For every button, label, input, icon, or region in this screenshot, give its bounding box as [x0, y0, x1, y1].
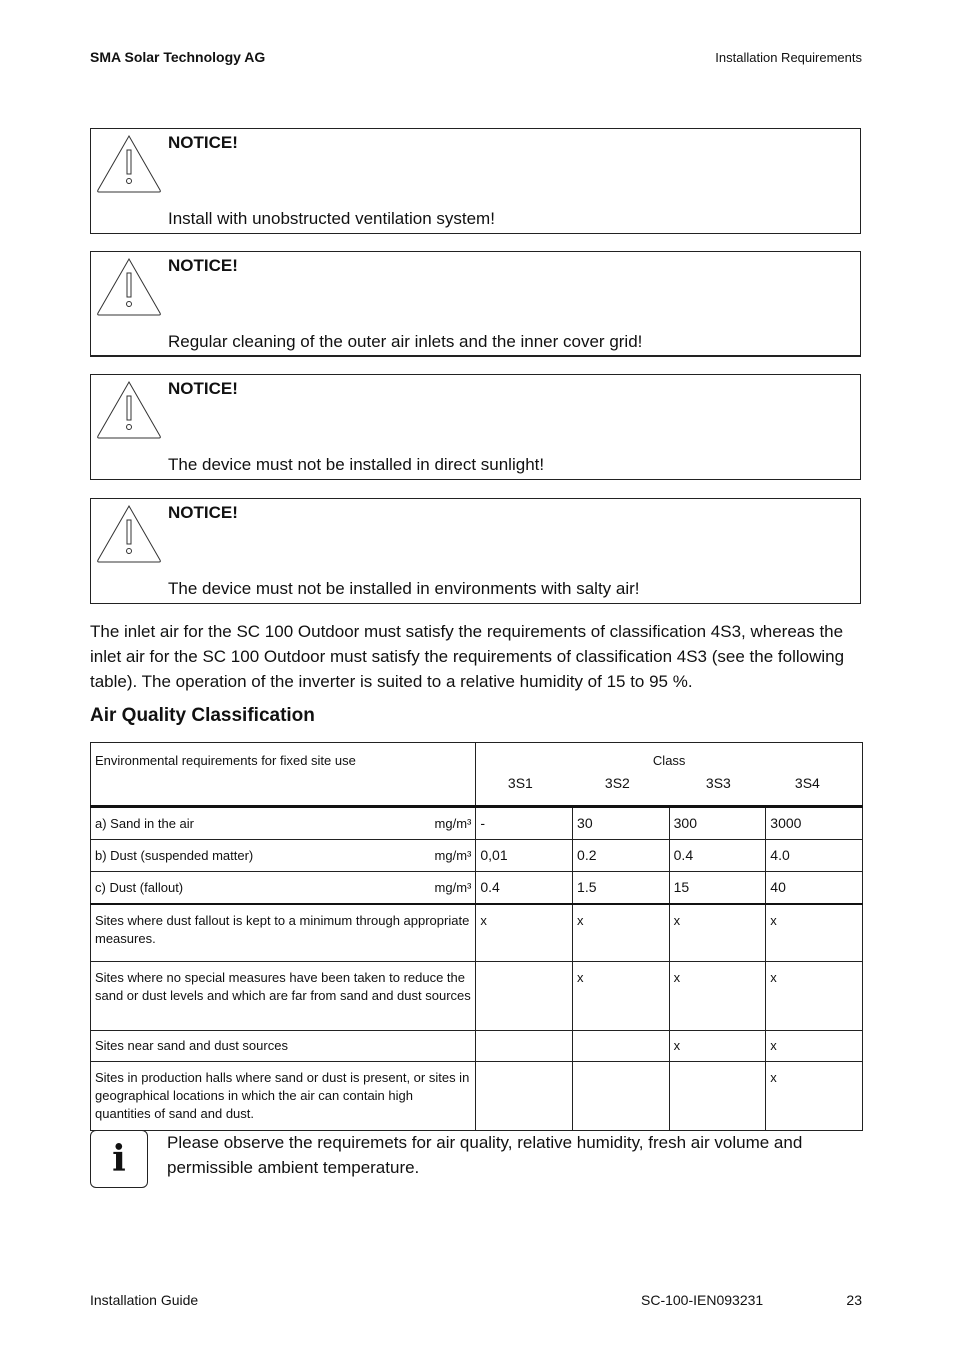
measure-name: a) Sand in the air [95, 816, 195, 831]
notice-message: The device must not be installed in environments with salty air! [168, 579, 640, 598]
footer-doc-id: SC-100-IEN093231 [641, 1292, 764, 1308]
notice-box-salty-air [90, 498, 861, 604]
warning-triangle-icon [96, 504, 162, 564]
page-number: 23 [846, 1292, 862, 1308]
class-3s4: 3S4 [794, 775, 820, 791]
table-cell [573, 1031, 670, 1062]
measure-label [91, 807, 476, 840]
table-cell: x [573, 962, 670, 1031]
section-title: Air Quality Classification [90, 705, 315, 726]
table-row [91, 904, 863, 962]
table-cell: 15 [669, 872, 766, 905]
table-cell: x [766, 962, 863, 1031]
table-cell: 4.0 [766, 840, 863, 872]
table-cell: 3000 [766, 807, 863, 840]
class-header-cell [476, 743, 863, 807]
measure-name: c) Dust (fallout) [95, 880, 184, 895]
header-section: Installation Requirements [715, 50, 862, 65]
air-quality-table [90, 742, 863, 1131]
table-cell: 0,01 [476, 840, 573, 872]
table-row [91, 1062, 863, 1131]
table-cell [573, 1062, 670, 1131]
table-cell [476, 1031, 573, 1062]
class-3s1: 3S1 [507, 775, 533, 791]
site-label: Sites where no special measures have been taken to reduce the sand or dust levels and which are far from sand and dust sources [91, 962, 476, 1031]
warning-triangle-icon [96, 134, 162, 194]
table-cell: x [476, 904, 573, 962]
notice-title: NOTICE! [168, 379, 238, 398]
measure-name: b) Dust (suspended matter) [95, 848, 254, 863]
notice-box-sunlight [90, 374, 861, 480]
site-label: Sites near sand and dust sources [91, 1031, 476, 1062]
table-cell [669, 1062, 766, 1131]
class-label: Class [652, 753, 686, 768]
header-company: SMA Solar Technology AG [90, 49, 266, 65]
table-cell: 30 [573, 807, 670, 840]
info-icon [90, 1130, 148, 1188]
table-cell: - [476, 807, 573, 840]
notice-message: Regular cleaning of the outer air inlets and the inner cover grid! [168, 332, 643, 351]
table-cell: 40 [766, 872, 863, 905]
table-row [91, 840, 863, 872]
measure-label [91, 840, 476, 872]
table-header-label: Environmental requirements for fixed site use [91, 743, 476, 807]
table-cell: x [573, 904, 670, 962]
table-row [91, 962, 863, 1031]
measure-label [91, 872, 476, 905]
measure-unit: mg/m³ [434, 880, 472, 895]
info-note: Please observe the requiremets for air quality, relative humidity, fresh air volume and permissible ambient temperature. [167, 1133, 803, 1177]
notice-message: The device must not be installed in direct sunlight! [168, 455, 545, 474]
footer-doc-type: Installation Guide [90, 1292, 199, 1308]
notice-box-cleaning [90, 251, 861, 357]
table-cell: x [766, 1062, 863, 1131]
notice-title: NOTICE! [168, 133, 238, 152]
table-cell: x [766, 904, 863, 962]
site-label: Sites in production halls where sand or dust is present, or sites in geographical locations in which the air can contain high quantities of sand and dust. [91, 1062, 476, 1131]
table-header-row [91, 743, 863, 807]
info-glyph: i [112, 1138, 126, 1180]
table-cell: x [669, 962, 766, 1031]
measure-unit: mg/m³ [434, 816, 472, 831]
table-cell: 0.4 [476, 872, 573, 905]
table-cell: 0.2 [573, 840, 670, 872]
notice-message: Install with unobstructed ventilation system! [168, 209, 495, 228]
table-cell: 0.4 [669, 840, 766, 872]
measure-unit: mg/m³ [434, 848, 472, 863]
inlet-air-paragraph: The inlet air for the SC 100 Outdoor must satisfy the requirements of classification 4S3, whereas the inlet air for the SC 100 Outdoor must satisfy the requirements of classification 4S3 (see the following table). The operation of the inverter is suited to a relative humidity of 15 to 95 %. [90, 622, 845, 691]
table-cell [476, 962, 573, 1031]
site-label: Sites where dust fallout is kept to a minimum through appropriate measures. [91, 904, 476, 962]
table-row [91, 807, 863, 840]
notice-title: NOTICE! [168, 503, 238, 522]
table-cell: x [669, 904, 766, 962]
table-cell: x [766, 1031, 863, 1062]
table-cell: 300 [669, 807, 766, 840]
class-3s2: 3S2 [604, 775, 630, 791]
table-cell [476, 1062, 573, 1131]
table-row [91, 1031, 863, 1062]
table-row [91, 872, 863, 905]
warning-triangle-icon [96, 257, 162, 317]
notice-box-ventilation [90, 128, 861, 234]
class-3s3: 3S3 [705, 775, 731, 791]
warning-triangle-icon [96, 380, 162, 440]
notice-title: NOTICE! [168, 256, 238, 275]
table-cell: 1.5 [573, 872, 670, 905]
table-cell: x [669, 1031, 766, 1062]
